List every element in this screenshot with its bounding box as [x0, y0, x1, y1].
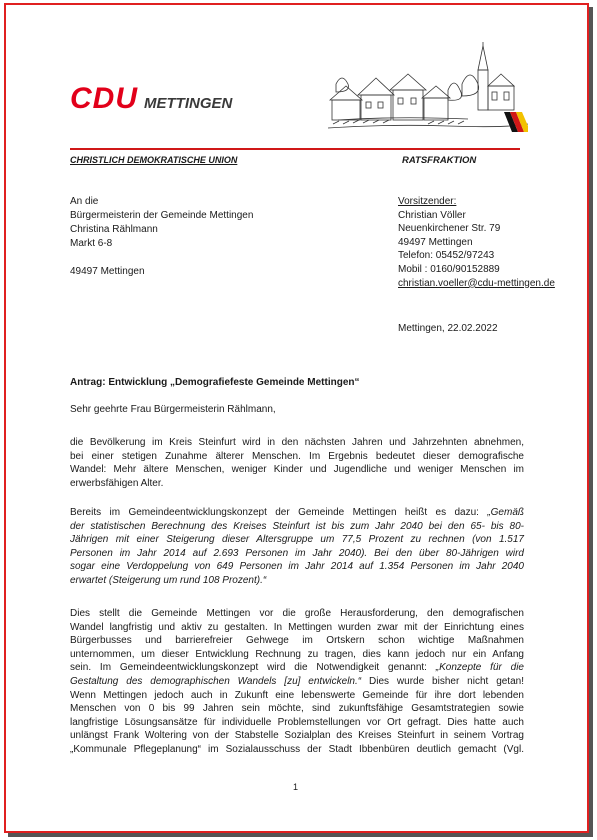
text-line: Wandel: Mehr ältere Menschen, weniger Kinder und Jugendliche und weniger Menschen im — [70, 464, 524, 476]
text-line: bei einer stetigen Zunahme älterer Menschen. Im Ergebnis bedeutet dieser demografische — [70, 450, 524, 462]
paragraph-3 — [70, 607, 524, 757]
text-line: unternommen, um dieser Entwicklung Rechnung zu tragen, dies kann jedoch nur ein Anfang — [70, 648, 524, 660]
recipient-line: Christina Rählmann — [70, 224, 158, 235]
text-line — [70, 675, 524, 689]
text-line: Bürgerbusses und barrierefreier Gehwege im Ortskern schon wichtige Maßnahmen — [70, 635, 524, 647]
chair-heading: Vorsitzender: — [398, 196, 457, 207]
chair-mobile: Mobil : 0160/90152889 — [398, 263, 500, 275]
town-sketch-illustration — [328, 40, 528, 132]
logo-town: METTINGEN — [144, 95, 233, 112]
cdu-logo — [70, 82, 232, 116]
quote-line: sogar eine Verdoppelung von 649 Personen im Jahr 2014 auf 1.354 Personen im Jahr 2040 — [70, 561, 524, 573]
text-line: unlängst Frank Woltering von der Stabstelle Sozialplan des Kreises Steinfurt in seinem Vortrag — [70, 730, 524, 742]
quote-line: der statistischen Berechnung des Kreises Steinfurt ist bis zum Jahr 2040 bei den 65- bis 80- — [70, 520, 524, 532]
text-line — [70, 661, 524, 675]
paragraph-1 — [70, 436, 524, 490]
text-line: erwerbsfähigen Alter. — [70, 477, 164, 489]
quote-text: „Konzepte für die — [435, 662, 524, 674]
quote-line: erwartet (Steigerung um rund 108 Prozent).“ — [70, 574, 267, 586]
letter-salutation: Sehr geehrte Frau Bürgermeisterin Rählmann, — [70, 404, 276, 415]
recipient-line: Bürgermeisterin der Gemeinde Mettingen — [70, 210, 254, 221]
recipient-address — [70, 195, 253, 279]
quote-line: Personen im Jahr 2014 auf 2.693 Personen im Jahr 2040). Bei den über 80-Jährigen wird — [70, 547, 524, 559]
party-full-name: CHRISTLICH DEMOKRATISCHE UNION — [70, 155, 238, 165]
recipient-line: An die — [70, 196, 99, 207]
page-number: 1 — [293, 782, 299, 792]
text-line: Menschen von 0 bis 99 Jahren sein möchte, sind zukunftsfähige Gesamtstrategien sowie — [70, 703, 524, 715]
text-line: langfristige Lösungsansätze für individuelle Problemstellungen vor Ort gefragt. Dies hatte auch — [70, 716, 524, 728]
chair-street: Neuenkirchener Str. 79 — [398, 223, 501, 235]
letter-date: Mettingen, 22.02.2022 — [398, 323, 498, 334]
recipient-line: 49497 Mettingen — [70, 266, 145, 277]
chair-email-link[interactable]: christian.voeller@cdu-mettingen.de — [398, 277, 555, 289]
letter-subject: Antrag: Entwicklung „Demografiefeste Gemeinde Mettingen“ — [70, 377, 360, 388]
text-line: „Kommunale Pflegeplanung“ im Sozialausschuss der Stadt Ibbenbüren deutlich gemacht (Vgl. — [70, 743, 524, 755]
chair-name: Christian Völler — [398, 209, 466, 221]
chair-contact — [398, 195, 555, 290]
recipient-line: Markt 6-8 — [70, 238, 113, 249]
chair-city: 49497 Mettingen — [398, 236, 473, 248]
header-divider — [70, 148, 520, 150]
text-line: die Bevölkerung im Kreis Steinfurt wird in den nächsten Jahren und Jahrzehnten abnehmen, — [70, 437, 524, 448]
text-fragment: Dies wurde bisher nicht getan! — [361, 675, 524, 687]
chair-phone: Telefon: 05452/97243 — [398, 250, 495, 262]
faction-label: RATSFRAKTION — [402, 155, 477, 166]
quote-text: Gestaltung des demographischen Wandels [zu] entwickeln.“ — [70, 675, 362, 687]
page-shadow-bottom — [8, 833, 591, 837]
text-fragment: sein. Im Gemeindeentwicklungskonzept wird die Notwendigkeit genannt: — [70, 662, 436, 674]
text-line: Wandel langfristig und aktiv zu gestalten. In Mettingen wurden zwar mit der Einrichtung eines — [70, 621, 524, 633]
paragraph-2-intro: Bereits im Gemeindeentwicklungskonzept der Gemeinde Mettingen heißt es dazu: — [70, 507, 488, 518]
text-line: Wenn Mettingen jedoch auch in Zukunft eine lebenswerte Gemeinde für ihre dort lebenden — [70, 689, 524, 701]
text-line: Dies stellt die Gemeinde Mettingen vor die große Herausforderung, den demografischen — [70, 608, 524, 619]
quote-text: „Gemäß — [487, 507, 524, 518]
paragraph-2 — [70, 506, 524, 588]
quote-line: Jährigen mit einer Steigerung dieser Altersgruppe um 77,5 Prozent zu rechnen (von 1.517 — [70, 534, 524, 546]
text-line — [70, 506, 524, 520]
address-gap — [70, 251, 253, 265]
page-shadow-right — [589, 7, 593, 837]
logo-party: CDU — [70, 82, 138, 115]
